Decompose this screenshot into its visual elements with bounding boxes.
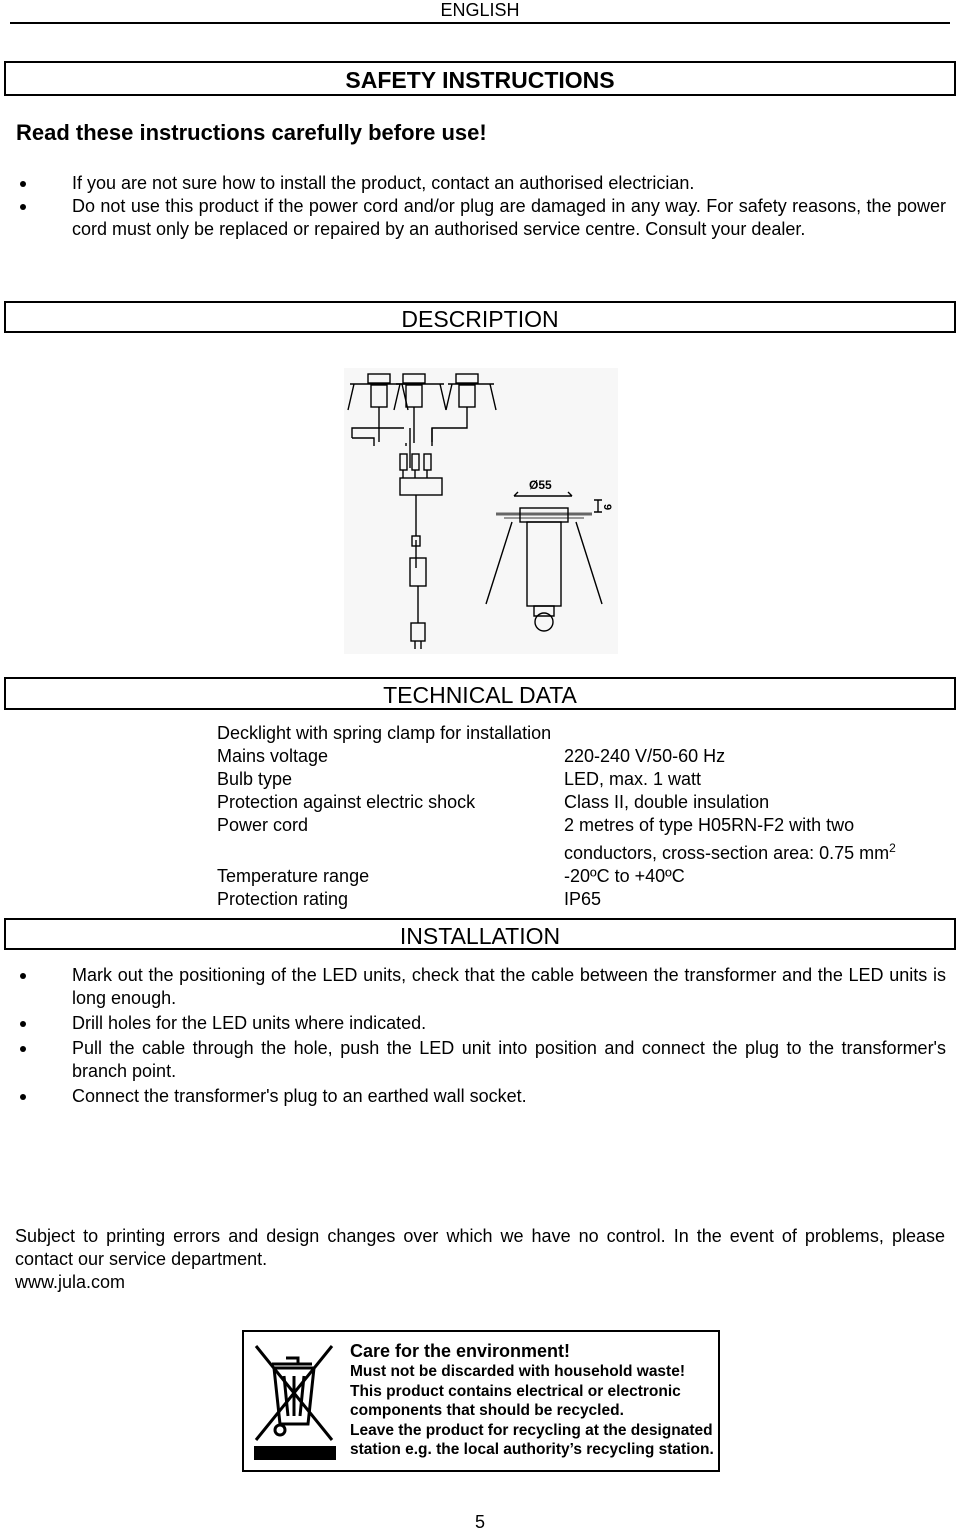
diameter-label: Ø55 bbox=[529, 478, 552, 492]
installation-bullet bbox=[0, 964, 946, 1010]
table-row bbox=[217, 768, 944, 791]
technical-intro: Decklight with spring clamp for installation bbox=[217, 723, 552, 743]
spec-value: IP65 bbox=[564, 889, 602, 909]
table-row bbox=[217, 745, 944, 768]
header-divider bbox=[10, 22, 950, 24]
installation-bullet bbox=[0, 1085, 946, 1108]
spec-value: Class II, double insulation bbox=[564, 792, 770, 812]
read-instructions-note: Read these instructions carefully before use! bbox=[16, 120, 487, 145]
bullet-icon bbox=[20, 1021, 26, 1027]
spec-value: LED, max. 1 watt bbox=[564, 769, 702, 789]
safety-bullet bbox=[0, 172, 946, 195]
product-drawing bbox=[344, 368, 618, 654]
installation-bullet bbox=[0, 1037, 946, 1083]
installation-bullet bbox=[0, 1012, 946, 1035]
disclaimer-text: Subject to printing errors and design changes over which we have no control. In the event of problems, please contact our service department. bbox=[15, 1226, 945, 1269]
environment-text bbox=[350, 1340, 714, 1460]
safety-bullet bbox=[0, 195, 946, 241]
description-heading: DESCRIPTION bbox=[4, 301, 956, 333]
bullet-icon bbox=[20, 1094, 26, 1100]
page-number: 5 bbox=[474, 1512, 485, 1532]
spec-value: 220-240 V/50-60 Hz bbox=[564, 746, 726, 766]
spec-value bbox=[564, 814, 944, 865]
installation-bullet-text: Drill holes for the LED units where indicated. bbox=[72, 1013, 427, 1033]
environment-line: components that should be recycled. bbox=[350, 1402, 624, 1419]
environment-line: Must not be discarded with household waste! bbox=[350, 1363, 685, 1380]
installation-bullet-list bbox=[0, 964, 946, 1108]
technical-data-heading: TECHNICAL DATA bbox=[4, 677, 956, 710]
language-header: ENGLISH bbox=[440, 0, 520, 20]
spec-label: Mains voltage bbox=[217, 746, 329, 766]
table-row bbox=[217, 814, 944, 865]
crossed-out-wheelie-bin-icon bbox=[250, 1336, 340, 1466]
installation-heading: INSTALLATION bbox=[4, 918, 956, 950]
spec-value-text: 2 metres of type H05RN-F2 with two conductors, cross-section area: 0.75 mm bbox=[564, 815, 890, 863]
safety-heading: SAFETY INSTRUCTIONS bbox=[4, 61, 956, 96]
technical-data-table bbox=[217, 745, 944, 911]
environment-line: station e.g. the local authority’s recycling station. bbox=[350, 1441, 714, 1458]
table-row bbox=[217, 865, 944, 888]
footer-disclaimer bbox=[15, 1225, 945, 1294]
safety-bullet-text: Do not use this product if the power cord and/or plug are damaged in any way. For safety reasons, the power cord must only be replaced or repaired by an authorised service centre. Consult your dealer. bbox=[72, 196, 946, 239]
bullet-icon bbox=[20, 204, 26, 210]
bullet-icon bbox=[20, 181, 26, 187]
spec-label: Protection rating bbox=[217, 889, 349, 909]
table-row bbox=[217, 791, 944, 814]
bullet-icon bbox=[20, 973, 26, 979]
environment-title: Care for the environment! bbox=[350, 1341, 571, 1361]
depth-label: 9 bbox=[601, 504, 613, 511]
spec-label: Temperature range bbox=[217, 866, 370, 886]
spec-label: Power cord bbox=[217, 815, 309, 835]
safety-bullet-text: If you are not sure how to install the product, contact an authorised electrician. bbox=[72, 173, 695, 193]
spec-label: Protection against electric shock bbox=[217, 792, 476, 812]
environment-line: Leave the product for recycling at the designated bbox=[350, 1421, 713, 1439]
safety-bullet-list bbox=[0, 172, 946, 241]
website-link[interactable]: www.jula.com bbox=[15, 1272, 126, 1292]
spec-value: -20ºC to +40ºC bbox=[564, 866, 685, 886]
table-row bbox=[217, 888, 944, 911]
spec-label: Bulb type bbox=[217, 769, 293, 789]
installation-bullet-text: Mark out the positioning of the LED units, check that the cable between the transformer and the LED units is long enough. bbox=[72, 965, 946, 1008]
spec-value-superscript: 2 bbox=[889, 841, 896, 855]
installation-bullet-text: Connect the transformer's plug to an earthed wall socket. bbox=[72, 1086, 527, 1106]
environment-notice bbox=[242, 1330, 720, 1472]
environment-line: This product contains electrical or electronic bbox=[350, 1382, 681, 1400]
bullet-icon bbox=[20, 1046, 26, 1052]
installation-bullet-text: Pull the cable through the hole, push the LED unit into position and connect the plug to the transformer's branch point. bbox=[72, 1038, 946, 1081]
